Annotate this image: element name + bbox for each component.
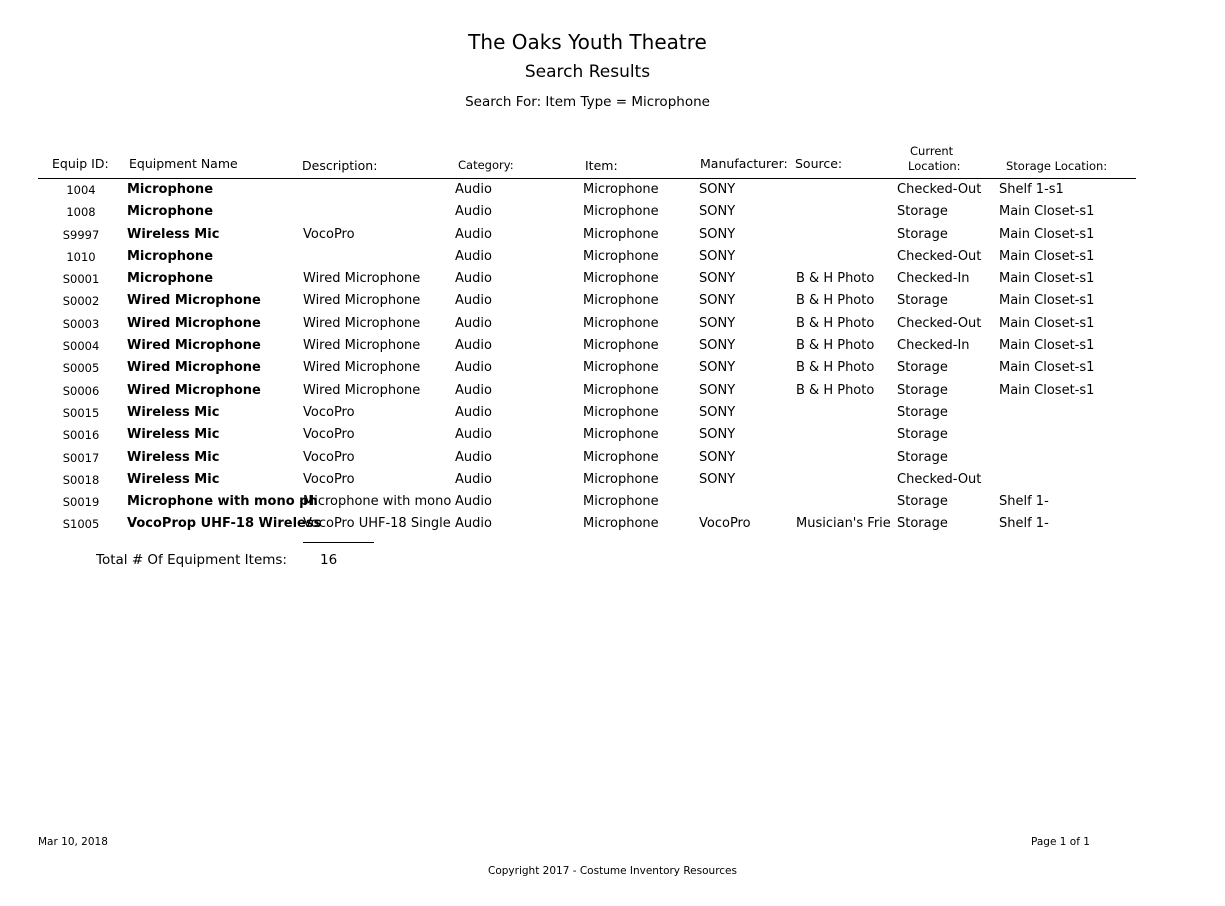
cell-item: Microphone bbox=[583, 404, 659, 420]
cell-category: Audio bbox=[455, 182, 492, 197]
cell-manufacturer: SONY bbox=[699, 271, 736, 287]
search-criteria: Search For: Item Type = Microphone bbox=[465, 94, 710, 110]
cell-current-location: Storage bbox=[897, 516, 948, 532]
cell-storage-location: Main Closet-s1 bbox=[999, 248, 1095, 264]
table-row bbox=[0, 471, 1175, 493]
header-current-location-line1: Current bbox=[910, 144, 954, 158]
page-number: Page 1 of 1 bbox=[1031, 836, 1090, 848]
cell-equip-id: S9997 bbox=[62, 227, 100, 242]
cell-description: VocoPro bbox=[303, 449, 355, 465]
cell-manufacturer: SONY bbox=[699, 293, 736, 309]
cell-equip-id: S0017 bbox=[62, 450, 100, 465]
total-divider bbox=[303, 542, 374, 543]
cell-source: B & H Photo bbox=[796, 315, 875, 331]
cell-item: Microphone bbox=[583, 293, 659, 309]
cell-description: Wired Microphone bbox=[303, 293, 421, 309]
table-row bbox=[0, 203, 1175, 225]
cell-item: Microphone bbox=[583, 248, 659, 264]
cell-description: Microphone with mono bbox=[303, 494, 452, 510]
cell-equip-id: S0001 bbox=[62, 272, 100, 287]
cell-manufacturer: SONY bbox=[699, 315, 736, 331]
cell-item: Microphone bbox=[583, 449, 659, 465]
cell-category: Audio bbox=[455, 471, 492, 487]
cell-description: Wired Microphone bbox=[303, 338, 421, 354]
cell-equipment-name: VocoProp UHF-18 Wireless bbox=[127, 516, 322, 532]
cell-current-location: Checked-In bbox=[897, 338, 970, 354]
cell-storage-location: Main Closet-s1 bbox=[999, 271, 1095, 287]
report-subtitle: Search Results bbox=[524, 62, 651, 82]
cell-equip-id: S0006 bbox=[62, 383, 100, 398]
cell-equipment-name: Wired Microphone bbox=[127, 338, 261, 354]
cell-equip-id: 1010 bbox=[66, 249, 96, 264]
cell-equipment-name: Wireless Mic bbox=[127, 226, 220, 242]
cell-equipment-name: Microphone bbox=[127, 204, 214, 220]
cell-equip-id: S0003 bbox=[62, 316, 100, 331]
cell-item: Microphone bbox=[583, 315, 659, 331]
table-row bbox=[0, 382, 1175, 404]
header-storage-location: Storage Location: bbox=[1006, 159, 1108, 173]
cell-current-location: Storage bbox=[897, 382, 948, 398]
cell-description: Wired Microphone bbox=[303, 315, 421, 331]
header-equipment-name: Equipment Name bbox=[129, 156, 238, 171]
cell-equip-id: S0004 bbox=[62, 339, 100, 354]
cell-equip-id: 1008 bbox=[66, 205, 96, 220]
cell-equip-id: S0016 bbox=[62, 428, 100, 443]
cell-current-location: Storage bbox=[897, 404, 948, 420]
cell-current-location: Storage bbox=[897, 449, 948, 465]
total-label: Total # Of Equipment Items: bbox=[96, 552, 287, 568]
cell-equip-id: S0018 bbox=[62, 472, 100, 487]
table-row bbox=[0, 270, 1175, 292]
cell-equipment-name: Wireless Mic bbox=[127, 471, 220, 487]
cell-storage-location: Main Closet-s1 bbox=[999, 382, 1095, 398]
table-row bbox=[0, 337, 1175, 359]
cell-storage-location: Shelf 1- bbox=[999, 516, 1049, 532]
cell-storage-location: Main Closet-s1 bbox=[999, 204, 1095, 220]
cell-manufacturer: SONY bbox=[699, 382, 736, 398]
table-row bbox=[0, 515, 1175, 537]
cell-category: Audio bbox=[455, 360, 492, 376]
cell-item: Microphone bbox=[583, 360, 659, 376]
cell-equip-id: S0015 bbox=[62, 405, 100, 420]
results-table-body bbox=[0, 181, 1175, 538]
cell-current-location: Checked-Out bbox=[897, 248, 982, 264]
cell-description: VocoPro UHF-18 Single bbox=[303, 516, 451, 532]
cell-manufacturer: SONY bbox=[699, 226, 736, 242]
table-row bbox=[0, 226, 1175, 248]
cell-category: Audio bbox=[455, 382, 492, 398]
cell-manufacturer: SONY bbox=[699, 471, 736, 487]
cell-item: Microphone bbox=[583, 271, 659, 287]
cell-equip-id: 1004 bbox=[66, 183, 96, 197]
cell-source: B & H Photo bbox=[796, 271, 875, 287]
cell-storage-location: Main Closet-s1 bbox=[999, 293, 1095, 309]
table-row bbox=[0, 449, 1175, 471]
cell-item: Microphone bbox=[583, 182, 659, 197]
cell-equipment-name: Microphone bbox=[127, 182, 214, 197]
cell-manufacturer: SONY bbox=[699, 338, 736, 354]
report-date: Mar 10, 2018 bbox=[38, 836, 108, 848]
cell-category: Audio bbox=[455, 293, 492, 309]
cell-category: Audio bbox=[455, 338, 492, 354]
cell-current-location: Storage bbox=[897, 494, 948, 510]
cell-equipment-name: Wired Microphone bbox=[127, 360, 261, 376]
cell-item: Microphone bbox=[583, 516, 659, 532]
header-divider bbox=[38, 178, 1136, 179]
report-title: The Oaks Youth Theatre bbox=[468, 30, 707, 54]
cell-equipment-name: Wireless Mic bbox=[127, 449, 220, 465]
header-equip-id: Equip ID: bbox=[52, 156, 109, 171]
cell-item: Microphone bbox=[583, 471, 659, 487]
cell-storage-location: Main Closet-s1 bbox=[999, 315, 1095, 331]
cell-storage-location: Main Closet-s1 bbox=[999, 226, 1095, 242]
cell-current-location: Checked-Out bbox=[897, 315, 982, 331]
cell-manufacturer: SONY bbox=[699, 248, 736, 264]
cell-category: Audio bbox=[455, 404, 492, 420]
cell-category: Audio bbox=[455, 271, 492, 287]
cell-category: Audio bbox=[455, 315, 492, 331]
cell-equip-id: S0005 bbox=[62, 361, 100, 376]
cell-equipment-name: Wireless Mic bbox=[127, 427, 220, 443]
cell-source: B & H Photo bbox=[796, 293, 875, 309]
cell-manufacturer: SONY bbox=[699, 360, 736, 376]
cell-category: Audio bbox=[455, 449, 492, 465]
cell-source: B & H Photo bbox=[796, 382, 875, 398]
cell-description: Wired Microphone bbox=[303, 360, 421, 376]
cell-manufacturer: SONY bbox=[699, 404, 736, 420]
cell-current-location: Storage bbox=[897, 204, 948, 220]
cell-description: VocoPro bbox=[303, 404, 355, 420]
cell-equip-id: S0002 bbox=[62, 294, 100, 309]
cell-equipment-name: Wireless Mic bbox=[127, 404, 220, 420]
cell-category: Audio bbox=[455, 226, 492, 242]
cell-category: Audio bbox=[455, 516, 492, 532]
cell-category: Audio bbox=[455, 427, 492, 443]
cell-description: VocoPro bbox=[303, 471, 355, 487]
cell-item: Microphone bbox=[583, 338, 659, 354]
header-description: Description: bbox=[302, 158, 378, 173]
cell-equip-id: S0019 bbox=[62, 495, 100, 510]
cell-source: Musician's Frie bbox=[796, 516, 891, 532]
cell-item: Microphone bbox=[583, 427, 659, 443]
cell-category: Audio bbox=[455, 248, 492, 264]
cell-storage-location: Shelf 1- bbox=[999, 494, 1049, 510]
header-current-location-line2: Location: bbox=[908, 159, 961, 173]
cell-item: Microphone bbox=[583, 204, 659, 220]
cell-source: B & H Photo bbox=[796, 360, 875, 376]
cell-current-location: Checked-In bbox=[897, 271, 970, 287]
header-category: Category: bbox=[458, 158, 514, 172]
cell-equip-id: S1005 bbox=[62, 517, 100, 532]
header-manufacturer: Manufacturer: bbox=[700, 156, 788, 171]
copyright-notice: Copyright 2017 - Costume Inventory Resources bbox=[488, 865, 737, 877]
table-row bbox=[0, 292, 1175, 314]
cell-current-location: Storage bbox=[897, 226, 948, 242]
cell-description: Wired Microphone bbox=[303, 382, 421, 398]
cell-equipment-name: Wired Microphone bbox=[127, 315, 261, 331]
cell-equipment-name: Microphone with mono ph bbox=[127, 494, 318, 510]
header-item: Item: bbox=[585, 158, 618, 173]
cell-storage-location: Main Closet-s1 bbox=[999, 338, 1095, 354]
cell-equipment-name: Microphone bbox=[127, 271, 214, 287]
cell-item: Microphone bbox=[583, 494, 659, 510]
cell-equipment-name: Wired Microphone bbox=[127, 293, 261, 309]
cell-item: Microphone bbox=[583, 226, 659, 242]
cell-category: Audio bbox=[455, 204, 492, 220]
cell-description: VocoPro bbox=[303, 226, 355, 242]
cell-manufacturer: SONY bbox=[699, 182, 736, 197]
table-row bbox=[0, 404, 1175, 426]
cell-item: Microphone bbox=[583, 382, 659, 398]
cell-manufacturer: VocoPro bbox=[699, 516, 751, 532]
cell-current-location: Storage bbox=[897, 293, 948, 309]
cell-category: Audio bbox=[455, 494, 492, 510]
cell-description: Wired Microphone bbox=[303, 271, 421, 287]
cell-source: B & H Photo bbox=[796, 338, 875, 354]
cell-equipment-name: Microphone bbox=[127, 248, 214, 264]
cell-manufacturer: SONY bbox=[699, 427, 736, 443]
cell-storage-location: Shelf 1-s1 bbox=[999, 182, 1064, 197]
table-row bbox=[0, 426, 1175, 448]
cell-equipment-name: Wired Microphone bbox=[127, 382, 261, 398]
cell-current-location: Storage bbox=[897, 360, 948, 376]
total-value: 16 bbox=[320, 552, 338, 568]
cell-manufacturer: SONY bbox=[699, 204, 736, 220]
table-row bbox=[0, 359, 1175, 381]
cell-current-location: Checked-Out bbox=[897, 471, 982, 487]
header-source: Source: bbox=[795, 156, 843, 171]
cell-description: VocoPro bbox=[303, 427, 355, 443]
cell-storage-location: Main Closet-s1 bbox=[999, 360, 1095, 376]
cell-current-location: Storage bbox=[897, 427, 948, 443]
cell-current-location: Checked-Out bbox=[897, 182, 982, 197]
table-row bbox=[0, 248, 1175, 270]
cell-manufacturer: SONY bbox=[699, 449, 736, 465]
table-row bbox=[0, 181, 1175, 203]
table-row bbox=[0, 493, 1175, 515]
table-row bbox=[0, 315, 1175, 337]
